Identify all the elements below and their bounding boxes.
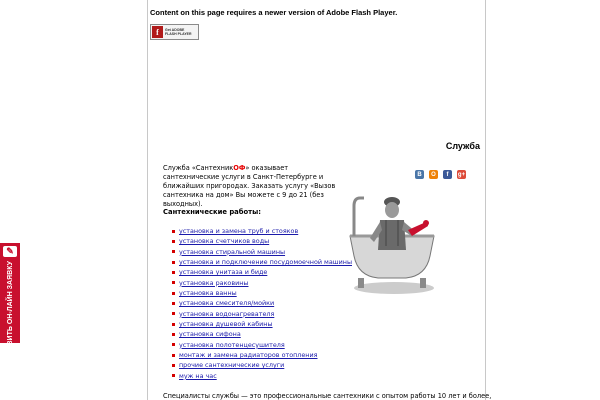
works-list-item: [172, 350, 352, 360]
works-item-link[interactable]: установка водонагревателя: [179, 309, 275, 318]
brand-highlight: ОФ: [233, 164, 246, 172]
works-list-item: [172, 319, 352, 329]
works-heading: Сантехнические работы:: [163, 208, 261, 216]
works-list-item: [172, 236, 352, 246]
flash-badge-line-2: FLASH PLAYER: [165, 32, 192, 36]
flash-player-icon: f: [152, 26, 163, 38]
works-list-item: [172, 247, 352, 257]
send-request-label: ОТПРАВИТЬ ОН-ЛАЙН ЗАЯВКУ: [6, 261, 14, 370]
intro-text-end: » оказывает сантехнические услуги в Санкт-Петербурге и ближайших пригородах. Заказать услугу «Вызов сантехника на дом» Вы можете с 9 до 21 (без выходных).: [163, 164, 336, 208]
footer-paragraph: Специалисты службы — это профессиональные сантехники с опытом работы 10 лет и более,: [163, 392, 492, 400]
facebook-icon[interactable]: f: [443, 170, 452, 179]
works-item-link[interactable]: установка смесителя/мойки: [179, 299, 275, 308]
bullet-icon: [172, 281, 175, 284]
bullet-icon: [172, 312, 175, 315]
works-item-link[interactable]: установка раковины: [179, 278, 249, 287]
works-item-link[interactable]: установка и подключение посудомоечной машины: [179, 258, 352, 267]
works-item-link[interactable]: установка счетчиков воды: [179, 237, 270, 246]
bullet-icon: [172, 261, 175, 264]
bullet-icon: [172, 333, 175, 336]
works-item-link[interactable]: прочие сантехнические услуги: [179, 361, 285, 370]
works-item-link[interactable]: установка унитаза и биде: [179, 268, 268, 277]
odnoklassniki-icon[interactable]: О: [429, 170, 438, 179]
bullet-icon: [172, 343, 175, 346]
bullet-icon: [172, 302, 175, 305]
send-online-request-tab[interactable]: [0, 243, 20, 370]
bullet-icon: [172, 354, 175, 357]
intro-paragraph: [163, 164, 339, 209]
plumber-with-bathtub-image: [346, 178, 438, 298]
works-list-item: [172, 257, 352, 267]
bullet-icon: [172, 364, 175, 367]
works-list-item: [172, 298, 352, 308]
main-content-column: [147, 0, 492, 400]
section-title: Служба: [445, 141, 480, 151]
works-list-item: [172, 278, 352, 288]
works-list-item: [172, 340, 352, 350]
works-item-link[interactable]: установка ванны: [179, 289, 237, 298]
bullet-icon: [172, 374, 175, 377]
works-item-link[interactable]: установка полотенцесушителя: [179, 340, 285, 349]
works-list-item: [172, 267, 352, 277]
works-item-link[interactable]: установка стиральной машины: [179, 247, 286, 256]
flash-badge-line-1: Get ADOBE: [165, 28, 185, 32]
works-item-link[interactable]: муж на час: [179, 371, 217, 380]
works-item-link[interactable]: установка душевой кабины: [179, 320, 273, 329]
google-plus-icon[interactable]: g+: [457, 171, 466, 178]
pencil-icon: ✎: [3, 246, 17, 257]
bullet-icon: [172, 271, 175, 274]
works-item-link[interactable]: монтаж и замена радиаторов отопления: [179, 351, 318, 360]
works-list: [172, 226, 352, 381]
works-list-item: [172, 360, 352, 370]
works-list-item: [172, 226, 352, 236]
works-list-item: [172, 309, 352, 319]
get-flash-player-button[interactable]: [150, 24, 199, 40]
vk-icon[interactable]: В: [415, 170, 424, 179]
bullet-icon: [172, 250, 175, 253]
flash-notice: Content on this page requires a newer version of Adobe Flash Player.: [150, 8, 398, 17]
intro-text-start: Служба «Сантехник: [163, 164, 234, 172]
works-item-link[interactable]: установка сифона: [179, 330, 241, 339]
works-list-item: [172, 371, 352, 381]
bullet-icon: [172, 292, 175, 295]
bullet-icon: [172, 240, 175, 243]
works-item-link[interactable]: установка и замена труб и стояков: [179, 227, 299, 235]
bullet-icon: [172, 230, 175, 233]
bullet-icon: [172, 323, 175, 326]
works-list-item: [172, 288, 352, 298]
works-list-item: [172, 329, 352, 339]
